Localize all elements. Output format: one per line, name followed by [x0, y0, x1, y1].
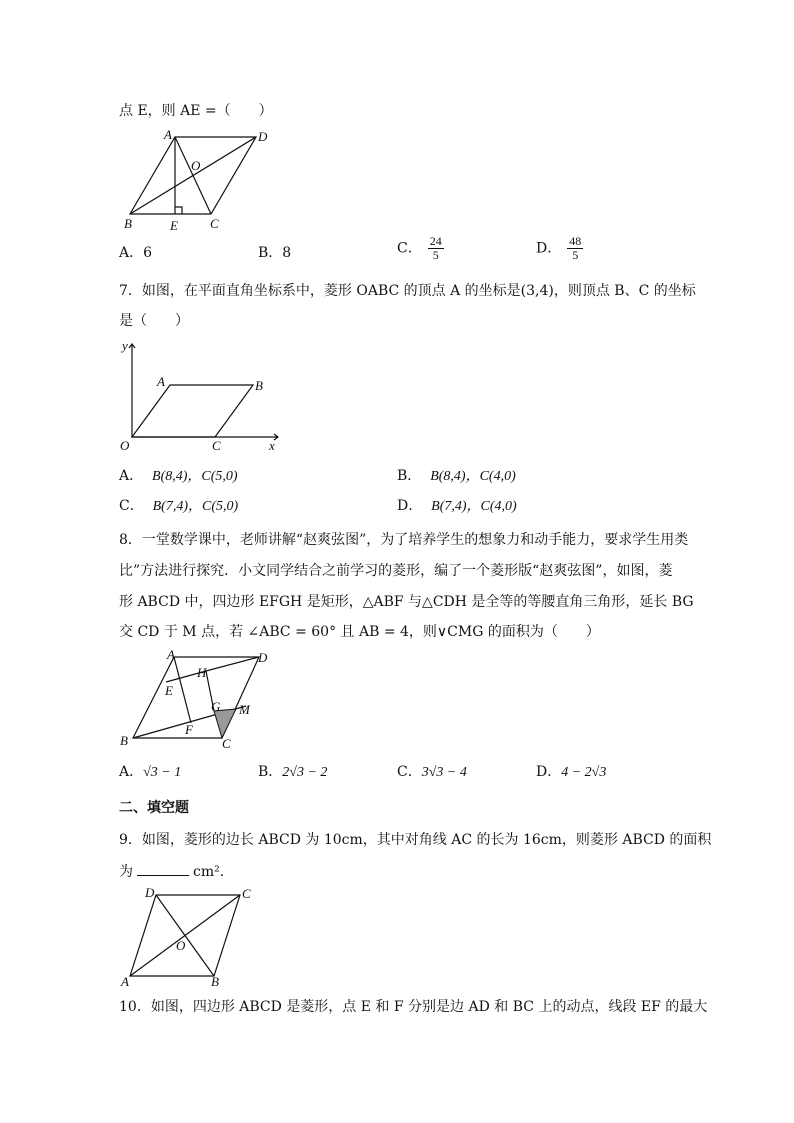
q8-option-a: A．√3 − 1	[119, 764, 182, 780]
q9-stem-line2: 为 cm²．	[119, 861, 234, 882]
q7-label-y: y	[122, 338, 128, 353]
q7-option-c: C． B(7,4)，C(5,0)	[119, 498, 239, 514]
q7-stem-line1: 7．如图，在平面直角坐标系中，菱形 OABC 的顶点 A 的坐标是(3,4)，则顶点 B、C 的坐标	[119, 283, 696, 299]
q8-option-d: D．4 − 2√3	[536, 764, 607, 780]
q6-label-O: O	[191, 158, 201, 173]
q8-label-C: C	[222, 736, 231, 751]
q8-label-M: M	[239, 702, 250, 717]
q7-label-x: x	[269, 438, 275, 453]
q8-label-F: F	[185, 722, 193, 737]
q6-label-B: B	[124, 216, 132, 231]
q6-label-E: E	[170, 218, 178, 233]
q9-label-D: D	[145, 885, 155, 900]
q7-coordinate-figure	[118, 340, 288, 452]
q8-stem-line3: 形 ABCD 中，四边形 EFGH 是矩形，△ABF 与△CDH 是全等的等腰直角三角形，延长 BG	[119, 594, 694, 610]
q8-label-D: D	[258, 650, 268, 665]
q7-label-A: A	[157, 374, 165, 389]
q9-rhombus-figure	[118, 884, 268, 990]
q10-stem-line1: 10．如图，四边形 ABCD 是菱形，点 E 和 F 分别是边 AD 和 BC 上的动点，线段 EF 的最大	[119, 999, 708, 1015]
q8-option-b: B．2√3 − 2	[258, 764, 328, 780]
q7-label-C: C	[212, 438, 221, 453]
q9-label-C: C	[242, 886, 251, 901]
q8-label-A: A	[167, 647, 175, 662]
q8-label-E: E	[165, 683, 173, 698]
q8-label-G: G	[211, 699, 221, 714]
q6-option-d: D． $\frac{48}{5}$	[536, 234, 582, 262]
q6-rhombus-figure	[118, 126, 278, 236]
q7-option-b: B． B(8,4)，C(4,0)	[397, 468, 516, 484]
section-title: 二、填空题	[119, 800, 189, 816]
q6-label-A: A	[164, 127, 172, 142]
q8-option-c: C．3√3 − 4	[397, 764, 467, 780]
q7-label-O: O	[120, 438, 130, 453]
q6-label-C: C	[210, 216, 219, 231]
q7-label-B: B	[255, 378, 263, 393]
q9-label-B: B	[211, 974, 219, 989]
q9-answer-blank	[137, 861, 189, 876]
q6-option-c: C． $\frac{24}{5}$	[397, 234, 442, 262]
q7-option-d: D． B(7,4)，C(4,0)	[397, 498, 517, 514]
q6-label-D: D	[258, 129, 268, 144]
q8-stem-line4: 交 CD 于 M 点，若 ∠ABC = 60° 且 AB = 4，则∨CMG 的面积为（ ）	[119, 624, 600, 640]
q8-stem-line2: 比”方法进行探究．小文同学结合之前学习的菱形，编了一个菱形版“赵爽弦图”，如图，菱	[119, 563, 673, 579]
q8-label-B: B	[120, 733, 128, 748]
q8-rhombus-figure	[118, 648, 288, 754]
q7-stem-line2: 是（ ）	[119, 313, 189, 329]
q8-label-H: H	[197, 665, 207, 680]
q9-label-A: A	[121, 974, 129, 989]
q6-stem-tail: 点 E，则 AE =（ ）	[119, 103, 273, 119]
q6-option-b: B．8	[258, 245, 292, 261]
q6-option-a: A．6	[119, 245, 153, 261]
q8-stem-line1: 8．一堂数学课中，老师讲解“赵爽弦图”，为了培养学生的想象力和动手能力，要求学生用类	[119, 532, 689, 548]
q9-stem-line1: 9．如图，菱形的边长 ABCD 为 10cm，其中对角线 AC 的长为 16cm，则菱形 ABCD 的面积	[119, 832, 712, 848]
q7-option-a: A． B(8,4)，C(5,0)	[119, 468, 238, 484]
q9-label-O: O	[176, 938, 186, 953]
